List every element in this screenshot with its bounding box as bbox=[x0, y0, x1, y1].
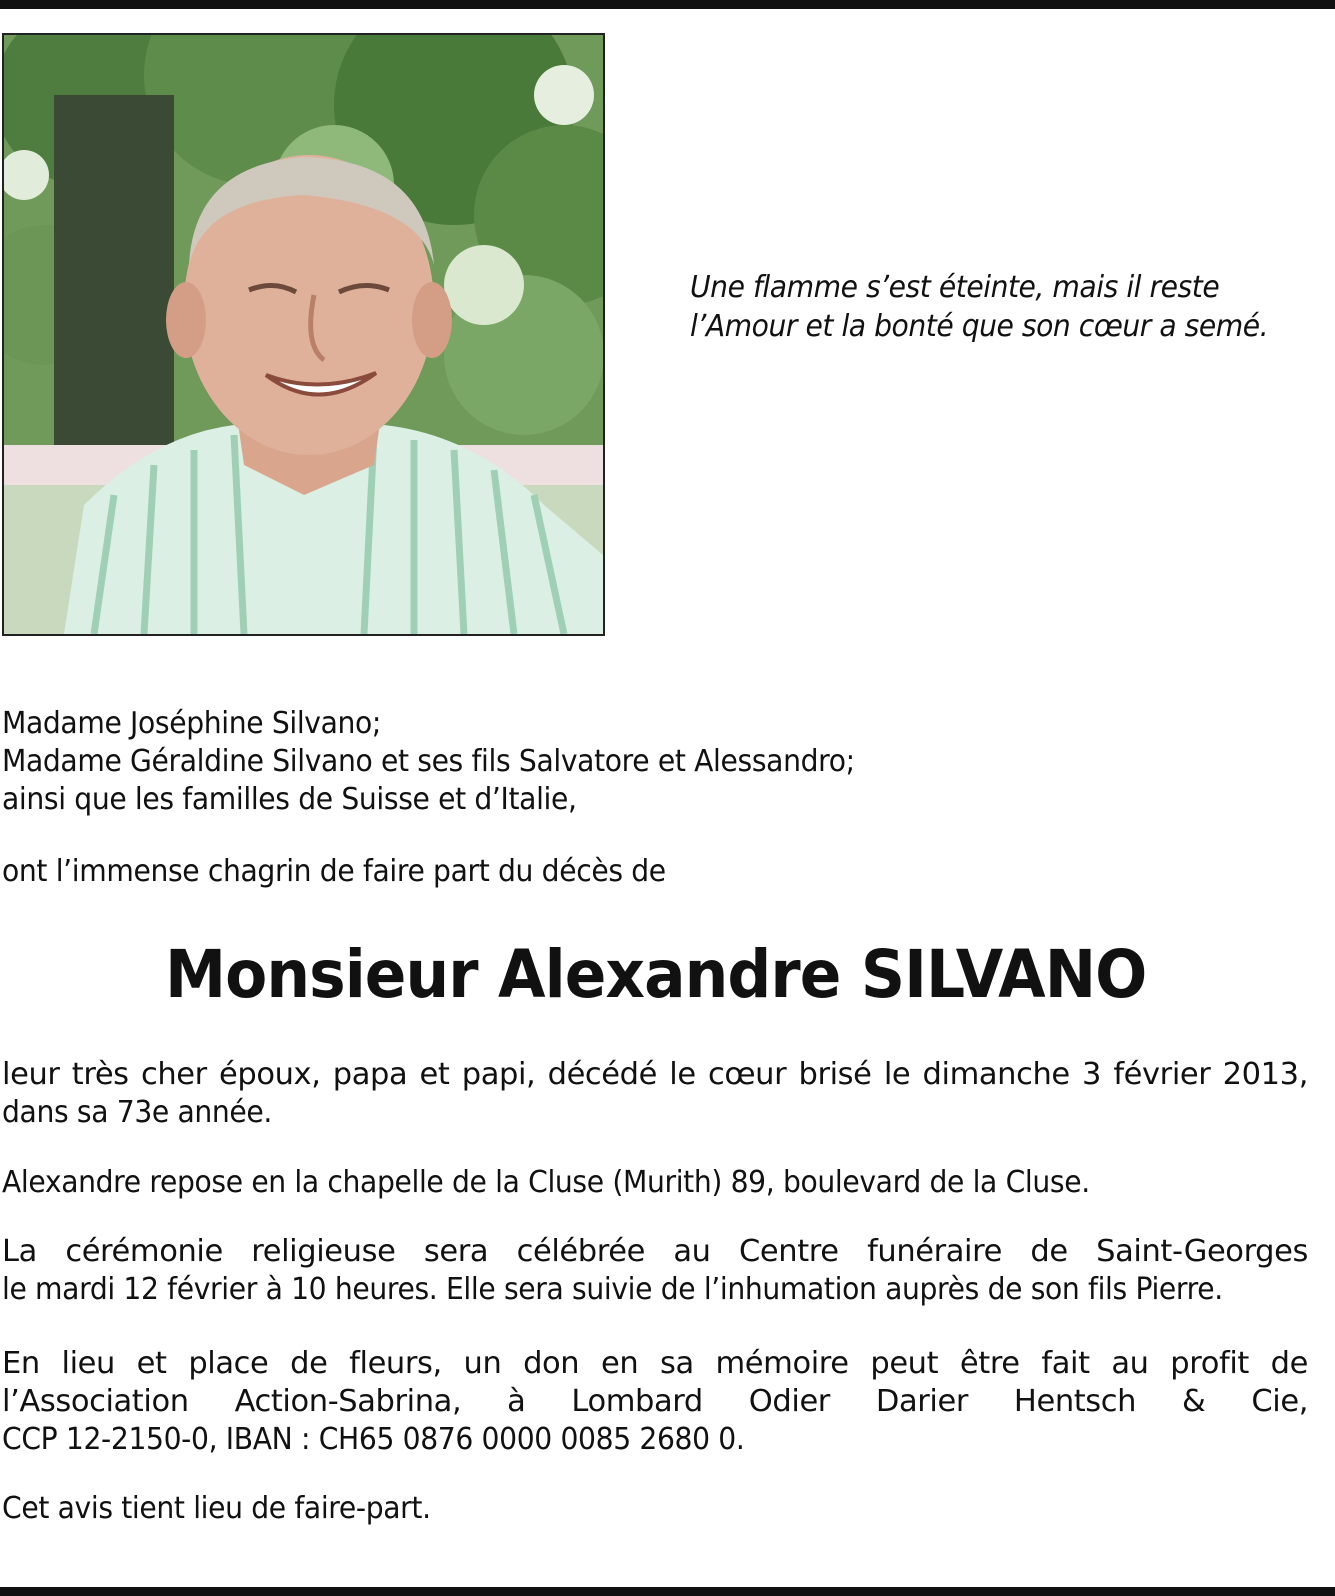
bottom-rule bbox=[0, 1587, 1335, 1596]
family-line-3: ainsi que les familles de Suisse et d’Italie, bbox=[2, 782, 577, 817]
announcement-text: ont l’immense chagrin de faire part du décès de bbox=[2, 854, 666, 889]
family-line-1: Madame Joséphine Silvano; bbox=[2, 706, 382, 741]
p1-line-2: dans sa 73e année. bbox=[2, 1095, 272, 1130]
paragraph-donation bbox=[2, 1345, 1308, 1459]
p3-line-2: le mardi 12 février à 10 heures. Elle sera suivie de l’inhumation auprès de son fils Pierre. bbox=[2, 1272, 1223, 1307]
p2-line-1: Alexandre repose en la chapelle de la Cluse (Murith) 89, boulevard de la Cluse. bbox=[2, 1165, 1090, 1200]
quote-line-1: Une flamme s’est éteinte, mais il reste bbox=[690, 270, 1220, 305]
top-rule bbox=[0, 0, 1335, 9]
family-line-2: Madame Géraldine Silvano et ses fils Salvatore et Alessandro; bbox=[2, 744, 855, 779]
quote-line-2: l’Amour et la bonté que son cœur a semé. bbox=[690, 309, 1269, 344]
portrait-illustration bbox=[4, 35, 603, 634]
p4-line-3: CCP 12-2150-0, IBAN : CH65 0876 0000 0085 2680 0. bbox=[2, 1422, 745, 1457]
paragraph-relationship bbox=[2, 1056, 1308, 1132]
announcement bbox=[2, 853, 1308, 891]
paragraph-notice bbox=[2, 1490, 1308, 1528]
deceased-name bbox=[0, 935, 1312, 1015]
paragraph-ceremony bbox=[2, 1233, 1308, 1309]
portrait-photo bbox=[2, 33, 605, 636]
p3-line-1: La cérémonie religieuse sera célébrée au Centre funéraire de Saint-Georges bbox=[2, 1234, 1308, 1269]
p1-line-1: leur très cher époux, papa et papi, décédé le cœur brisé le dimanche 3 février 2013, bbox=[2, 1057, 1308, 1092]
p4-line-1: En lieu et place de fleurs, un don en sa mémoire peut être fait au profit de bbox=[2, 1346, 1308, 1381]
p5-line-1: Cet avis tient lieu de faire-part. bbox=[2, 1491, 431, 1526]
deceased-name-text: Monsieur Alexandre SILVANO bbox=[165, 936, 1147, 1013]
p4-line-2: l’Association Action-Sabrina, à Lombard Odier Darier Hentsch & Cie, bbox=[2, 1384, 1308, 1419]
paragraph-repose bbox=[2, 1164, 1308, 1202]
epitaph-quote bbox=[690, 268, 1268, 346]
family-list bbox=[2, 705, 1308, 819]
